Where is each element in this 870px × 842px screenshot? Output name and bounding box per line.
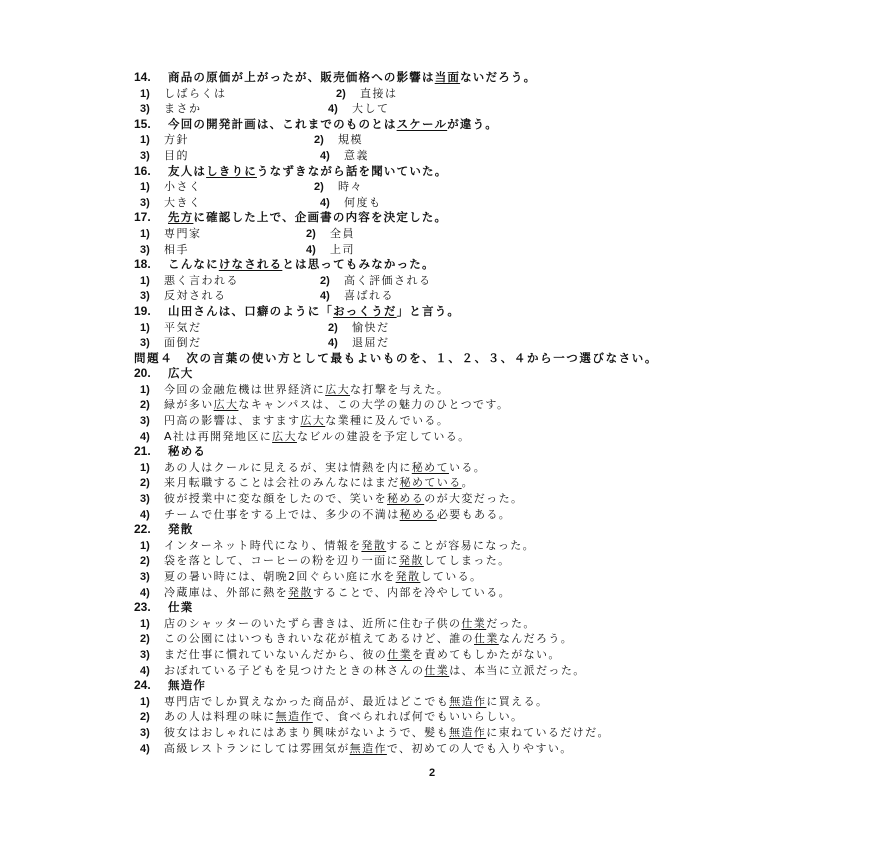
option-1 xyxy=(140,86,227,103)
sentence-option xyxy=(134,413,834,429)
option-text: 店のシャッターのいたずら書きは、近所に住む子供の仕業だった。 xyxy=(164,616,536,630)
question-number: 18. xyxy=(134,257,151,272)
question-number: 23. xyxy=(134,600,151,615)
option-text: 袋を落として、コーヒーの粉を辺り一面に発散してしまった。 xyxy=(164,554,511,568)
option-number: 1) xyxy=(140,321,150,334)
underlined-word: 秘めて xyxy=(411,460,449,474)
option-text: 専門家 xyxy=(164,226,202,240)
option-number: 1) xyxy=(140,274,150,287)
option-number: 4) xyxy=(140,664,150,677)
sentence-option xyxy=(134,647,834,663)
question-text-pre: 山田さんは、口癖のように「 xyxy=(168,303,334,318)
option-text: 何度も xyxy=(344,195,382,209)
underlined-word: 無造作 xyxy=(448,725,487,739)
option-number: 4) xyxy=(320,290,330,303)
sentence-option xyxy=(134,663,834,679)
underlined-word: 広大 xyxy=(213,398,239,412)
sentence-option xyxy=(134,538,834,554)
option-2 xyxy=(314,179,363,196)
underlined-word: 無造作 xyxy=(449,694,487,708)
question-word: 広大 xyxy=(168,366,194,381)
option-text: 直接は xyxy=(360,86,398,100)
option-number: 3) xyxy=(140,149,150,162)
question-text xyxy=(168,210,447,224)
underlined-word: 無造作 xyxy=(275,710,313,724)
question-number: 21. xyxy=(134,444,151,459)
question-number: 14. xyxy=(134,70,151,84)
option-text: 今回の金融危機は世界経済に広大な打撃を与えた。 xyxy=(164,382,450,396)
option-number: 1) xyxy=(140,227,150,240)
option-text: 方針 xyxy=(164,133,189,147)
option-number: 2) xyxy=(320,274,330,287)
option-2 xyxy=(314,132,363,149)
sentence-option xyxy=(134,397,834,413)
option-text: 緑が多い広大なキャンパスは、この大学の魅力のひとつです。 xyxy=(164,398,510,412)
option-1 xyxy=(140,226,202,243)
question-number: 15. xyxy=(134,116,151,131)
option-number: 3) xyxy=(140,337,150,350)
option-text: あの人はクールに見えるが、実は情熱を内に秘めている。 xyxy=(164,460,487,474)
option-4 xyxy=(320,288,394,305)
question-number: 19. xyxy=(134,303,151,318)
option-text: 喜ばれる xyxy=(344,289,394,303)
option-row xyxy=(134,242,834,258)
question-number: 20. xyxy=(134,366,151,381)
option-text: 大して xyxy=(352,102,390,116)
option-text: 意義 xyxy=(344,148,369,162)
question-text xyxy=(168,117,498,131)
question-18 xyxy=(134,257,834,273)
underlined-word: 秘めている xyxy=(399,476,462,490)
question-text-post: に確認した上で、企画書の内容を決定した。 xyxy=(193,210,448,225)
option-number: 2) xyxy=(328,321,338,334)
option-text: しばらくは xyxy=(164,86,227,100)
option-text: 目的 xyxy=(164,148,189,162)
question-text-pre: 今回の開発計画は、これまでのものとは xyxy=(168,116,397,131)
option-text: まだ仕事に慣れていないんだから、彼の仕業を責めてもしかたがない。 xyxy=(164,647,561,661)
underlined-word: 秘める xyxy=(399,507,437,521)
option-row xyxy=(134,273,834,289)
underlined-word: 広大 xyxy=(300,414,326,428)
option-number: 2) xyxy=(306,227,316,240)
underlined-word: おっくうだ xyxy=(333,303,397,318)
option-1 xyxy=(140,179,202,196)
question-17 xyxy=(134,210,834,226)
option-number: 2) xyxy=(140,555,150,568)
option-text: あの人は料理の味に無造作で、食べられれば何でもいいらしい。 xyxy=(164,710,524,724)
question-19 xyxy=(134,304,834,320)
question-text-pre: 友人は xyxy=(168,163,207,178)
option-2 xyxy=(306,226,355,243)
sentence-option xyxy=(134,460,834,476)
option-number: 3) xyxy=(140,571,150,583)
option-text: 全員 xyxy=(330,226,355,240)
option-text: 彼が授業中に変な顔をしたので、笑いを秘めるのが大変だった。 xyxy=(164,492,524,506)
option-number: 4) xyxy=(140,508,150,521)
option-text: 冷蔵庫は、外部に熱を発散することで、内部を冷やしている。 xyxy=(164,585,511,599)
sentence-option xyxy=(134,709,834,725)
question-text xyxy=(168,304,460,318)
option-4 xyxy=(306,242,355,259)
sentence-option xyxy=(134,475,834,491)
sentence-option xyxy=(134,616,834,632)
question-24 xyxy=(134,678,834,694)
sentence-option xyxy=(134,491,834,507)
option-text: 反対される xyxy=(164,289,227,303)
option-number: 1) xyxy=(140,539,150,552)
underlined-word: けなされる xyxy=(218,257,283,272)
option-text: 円高の影響は、ますます広大な業種に及んでいる。 xyxy=(164,414,450,428)
underlined-word: しきりに xyxy=(206,163,257,178)
option-text: 相手 xyxy=(164,242,189,256)
underlined-word: 仕業 xyxy=(474,632,499,646)
option-text: 時々 xyxy=(338,180,363,194)
sentence-option xyxy=(134,429,834,445)
option-text: インターネット時代になり、情報を発散することが容易になった。 xyxy=(164,538,536,552)
option-number: 1) xyxy=(140,134,150,147)
option-row xyxy=(134,86,834,102)
sentence-option xyxy=(134,585,834,601)
option-text: 愉快だ xyxy=(352,320,390,334)
underlined-word: 発散 xyxy=(361,538,387,552)
sentence-option xyxy=(134,553,834,569)
option-text: 上司 xyxy=(330,242,355,256)
question-text-post: うなずきながら話を聞いていた。 xyxy=(256,163,448,178)
underlined-word: 無造作 xyxy=(349,741,387,755)
option-number: 3) xyxy=(140,290,150,303)
question-text-post: が違う。 xyxy=(447,116,498,131)
option-row xyxy=(134,320,834,336)
option-number: 4) xyxy=(328,103,338,116)
option-row xyxy=(134,101,834,117)
underlined-word: 秘める xyxy=(386,492,425,506)
option-row xyxy=(134,226,834,242)
question-number: 22. xyxy=(134,522,151,537)
underlined-word: 発散 xyxy=(288,585,313,599)
option-1 xyxy=(140,132,189,149)
underlined-word: 仕業 xyxy=(424,663,450,677)
question-21 xyxy=(134,444,834,460)
option-2 xyxy=(328,320,390,337)
question-word: 仕業 xyxy=(168,600,194,615)
underlined-word: 広大 xyxy=(272,429,297,443)
option-2 xyxy=(320,273,432,290)
option-number: 2) xyxy=(314,181,324,194)
question-text xyxy=(168,164,447,178)
option-number: 2) xyxy=(336,87,346,100)
option-3 xyxy=(140,335,202,352)
option-text: 高く評価される xyxy=(344,273,432,287)
question-text-pre: こんなに xyxy=(168,257,219,272)
option-number: 2) xyxy=(140,633,150,646)
underlined-word: 仕業 xyxy=(461,616,487,630)
option-text: この公園にはいつもきれいな花が植えてあるけど、誰の仕業なんだろう。 xyxy=(164,632,574,646)
option-number: 2) xyxy=(140,711,150,724)
question-text xyxy=(168,257,435,271)
section-heading: 問題４ 次の言葉の使い方として最もよいものを、１、２、３、４から一つ選びなさい。 xyxy=(134,350,658,365)
option-number: 1) xyxy=(140,461,150,474)
option-row xyxy=(134,179,834,195)
option-number: 2) xyxy=(140,399,150,412)
option-text: 面倒だ xyxy=(164,336,202,350)
option-text: 悪く言われる xyxy=(164,273,239,287)
option-row xyxy=(134,195,834,211)
question-number: 24. xyxy=(134,678,151,693)
question-text-post: ないだろう。 xyxy=(460,70,537,84)
option-number: 3) xyxy=(140,726,150,739)
option-number: 4) xyxy=(320,149,330,162)
option-number: 3) xyxy=(140,648,150,661)
option-number: 3) xyxy=(140,415,150,428)
sentence-option xyxy=(134,631,834,647)
underlined-word: 広大 xyxy=(325,382,351,396)
option-text: 彼女はおしゃれにはあまり興味がないようで、髪も無造作に束ねているだけだ。 xyxy=(164,725,610,739)
option-number: 3) xyxy=(140,103,150,116)
sentence-option xyxy=(134,725,834,741)
question-word: 秘める xyxy=(168,444,207,459)
question-text xyxy=(168,70,536,84)
option-1 xyxy=(140,320,202,337)
sentence-option xyxy=(134,569,834,585)
question-23 xyxy=(134,600,834,616)
option-number: 3) xyxy=(140,243,150,256)
option-number: 4) xyxy=(328,337,338,350)
option-number: 1) xyxy=(140,181,150,194)
option-row xyxy=(134,335,834,351)
option-4 xyxy=(328,101,390,118)
option-3 xyxy=(140,101,202,118)
question-word: 発散 xyxy=(168,522,194,537)
sentence-option xyxy=(134,694,834,710)
option-text: A社は再開発地区に広大なビルの建設を予定している。 xyxy=(164,429,471,443)
question-number: 17. xyxy=(134,210,151,225)
option-row xyxy=(134,132,834,148)
option-2 xyxy=(336,86,398,103)
question-14 xyxy=(134,70,834,86)
sentence-option xyxy=(134,741,834,757)
page-number: 2 xyxy=(429,767,436,779)
underlined-word: 先方 xyxy=(168,210,194,225)
question-text-post: とは思ってもみなかった。 xyxy=(282,257,435,272)
option-number: 4) xyxy=(140,742,150,755)
option-number: 4) xyxy=(140,430,150,443)
option-number: 2) xyxy=(314,134,324,147)
option-text: チームで仕事をする上では、多少の不満は秘める必要もある。 xyxy=(164,507,512,521)
option-3 xyxy=(140,242,189,259)
option-4 xyxy=(328,335,390,352)
question-number: 16. xyxy=(134,163,151,178)
option-number: 1) xyxy=(140,617,150,630)
option-row xyxy=(134,288,834,304)
underlined-word: 当面 xyxy=(434,70,461,84)
sentence-option xyxy=(134,507,834,523)
option-text: 夏の暑い時には、朝晩2回ぐらい庭に水を発散している。 xyxy=(164,570,483,583)
option-1 xyxy=(140,273,239,290)
question-20 xyxy=(134,366,834,382)
option-4 xyxy=(320,148,369,165)
question-text-pre: 商品の原価が上がったが、販売価格への影響は xyxy=(168,70,435,84)
option-number: 1) xyxy=(140,383,150,396)
question-word: 無造作 xyxy=(168,678,207,693)
underlined-word: 仕業 xyxy=(387,647,413,661)
option-number: 1) xyxy=(140,695,150,708)
underlined-word: 発散 xyxy=(398,554,424,568)
option-3 xyxy=(140,195,202,212)
option-text: 専門店でしか買えなかった商品が、最近はどこでも無造作に買える。 xyxy=(164,694,549,708)
option-number: 1) xyxy=(140,87,150,100)
option-text: 退屈だ xyxy=(352,336,390,350)
option-number: 4) xyxy=(306,243,316,256)
option-text: 小さく xyxy=(164,180,202,194)
option-text: 規模 xyxy=(338,133,363,147)
option-text: 来月転職することは会社のみんなにはまだ秘めている。 xyxy=(164,476,475,490)
sentence-option xyxy=(134,382,834,398)
underlined-word: 発散 xyxy=(395,570,421,583)
option-3 xyxy=(140,288,227,305)
question-text-post: 」と言う。 xyxy=(396,303,461,318)
option-number: 3) xyxy=(140,196,150,209)
question-22 xyxy=(134,522,834,538)
question-content xyxy=(134,70,834,756)
question-15 xyxy=(134,117,834,133)
question-16 xyxy=(134,164,834,180)
option-text: まさか xyxy=(164,102,202,116)
option-number: 4) xyxy=(140,586,150,599)
option-text: 平気だ xyxy=(164,320,202,334)
option-text: おぼれている子どもを見つけたときの林さんの仕業は、本当に立派だった。 xyxy=(164,663,586,677)
option-4 xyxy=(320,195,382,212)
option-number: 3) xyxy=(140,493,150,506)
option-number: 2) xyxy=(140,477,150,490)
option-number: 4) xyxy=(320,196,330,209)
option-text: 大きく xyxy=(164,195,202,209)
option-text: 高級レストランにしては雰囲気が無造作で、初めての人でも入りやすい。 xyxy=(164,741,573,755)
option-row xyxy=(134,148,834,164)
underlined-word: スケール xyxy=(396,116,448,131)
option-3 xyxy=(140,148,189,165)
